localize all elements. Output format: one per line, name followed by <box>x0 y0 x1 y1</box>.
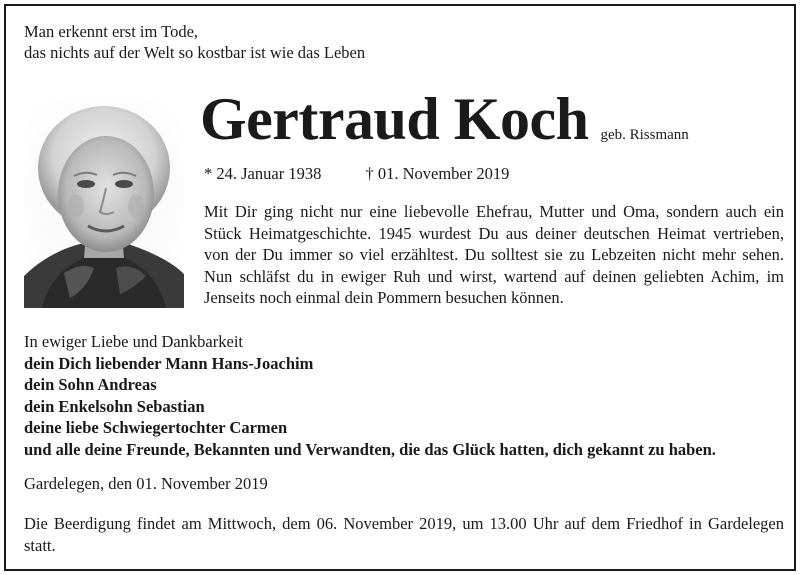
mourners-list <box>24 331 716 460</box>
mourners-intro: In ewiger Liebe und Dankbarkeit <box>24 332 243 351</box>
deceased-name: Gertraud Koch <box>200 86 589 152</box>
obituary-card <box>4 4 796 571</box>
mourner-line: dein Enkelsohn Sebastian <box>24 396 205 416</box>
name-row <box>200 84 689 154</box>
death-date: † 01. November 2019 <box>365 164 510 183</box>
motto-line: Man erkennt erst im Tode, <box>24 22 199 41</box>
funeral-notice: Die Beerdigung findet am Mittwoch, dem 06. November 2019, um 13.00 Uhr auf dem Friedhof in Gardelegen statt. <box>24 514 784 555</box>
place-date: Gardelegen, den 01. November 2019 <box>24 474 268 493</box>
motto-line: das nichts auf der Welt so kostbar ist wie das Leben <box>24 43 366 62</box>
mourner-line: deine liebe Schwiegertochter Carmen <box>24 418 288 437</box>
mourner-line: und alle deine Freunde, Bekannten und Verwandten, die das Glück hatten, dich gekannt zu haben. <box>24 439 716 459</box>
mourner-line: dein Sohn Andreas <box>24 375 157 394</box>
portrait-photo <box>24 98 184 308</box>
tribute-text: Mit Dir ging nicht nur eine liebevolle Ehefrau, Mutter und Oma, sondern auch ein Stück Heimatgeschichte. 1945 wurdest Du aus deiner deutschen Heimat vertrieben, von der Du immer so viel erzähltest. Du solltest sie zu Lebzeiten nicht mehr sehen. Nun schläfst du in ewiger Ruh und wirst, wartend auf deinen geliebten Achim, im Jenseits noch einmal dein Pommern besuchen können. <box>204 202 784 308</box>
motto <box>24 21 365 63</box>
life-dates <box>204 164 509 184</box>
birth-name: geb. Rissmann <box>600 127 689 143</box>
birth-date: * 24. Januar 1938 <box>204 164 322 183</box>
mourner-line: dein Dich liebender Mann Hans-Joachim <box>24 353 314 373</box>
